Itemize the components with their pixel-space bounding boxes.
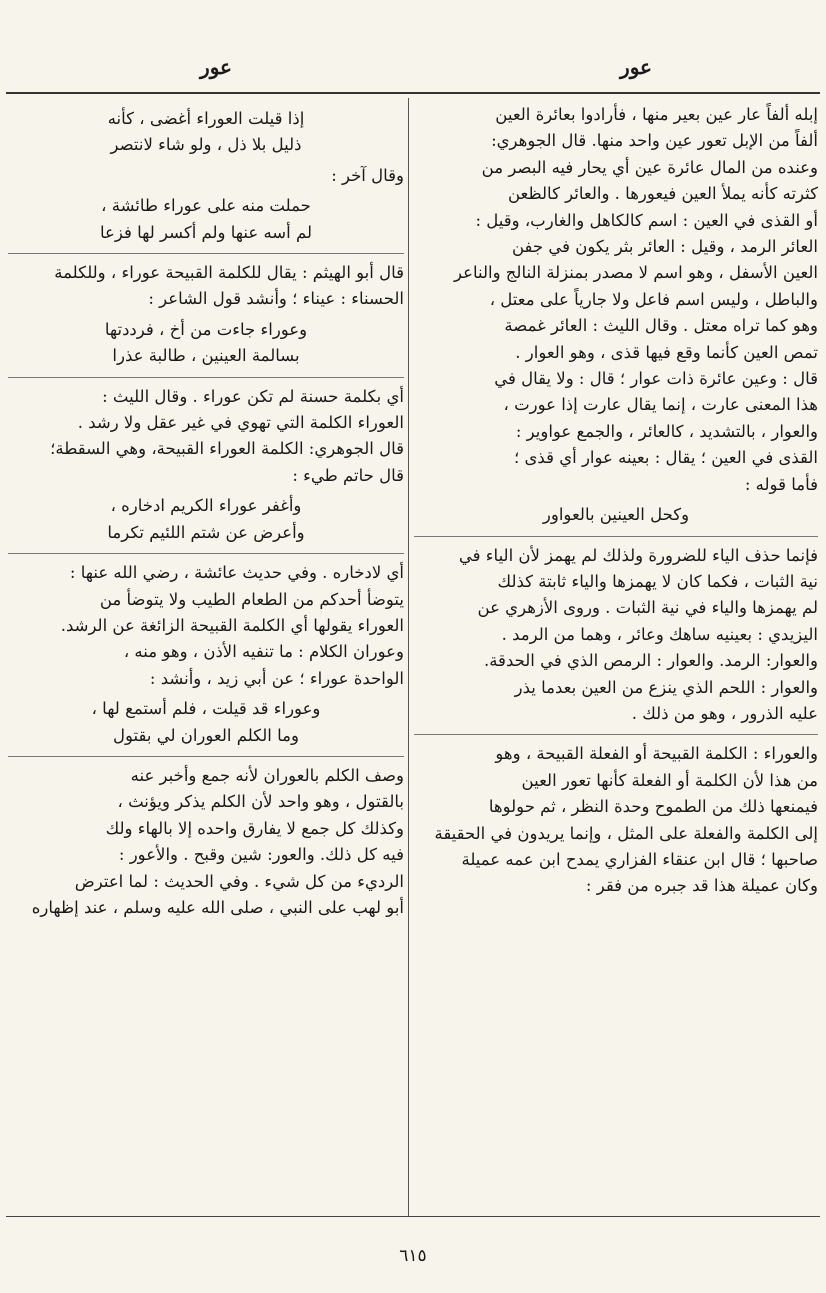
header-rule [6,92,820,94]
text-line: والعوار ، بالتشديد ، كالعائر ، والجمع عواوير : [515,421,818,441]
text-line: ألفاً من الإبل تعور عين واحد منها. قال الجوهري: [491,131,818,151]
verse-line: حملت منه على عوراء طائشة ، [101,196,311,216]
text-line: العوراء الكلمة التي تهوي في غير عقل ولا رشد . [77,413,404,433]
verse-block [8,493,404,546]
verse-line: إذا قيلت العوراء أغضى ، كأنه [107,109,305,128]
text-line: اليزيدي : بعينيه ساهك وعائر ، وهما من الرمد . [501,624,818,644]
text-line: والعوار : اللحم الذي ينزع من العين بعدما يذر [514,677,818,697]
verse-block [8,106,404,159]
text-line: إلى الكلمة والفعلة على المثل ، وإنما يريدون في الحقيقة [434,823,818,843]
verse-block [8,317,404,370]
text-line: قال الجوهري: الكلمة العوراء القبيحة، وهي السقطة؛ [50,439,404,459]
text-line: عليه الذرور ، وهو من ذلك . [631,703,818,723]
verse-block [414,502,818,528]
verse-line: وأغفر عوراء الكريم ادخاره ، [110,496,302,516]
text-line: أو القذى في العين : اسم كالكاهل والغارب، وقيل : [475,210,818,230]
text-line: قال أبو الهيثم : يقال للكلمة القبيحة عوراء ، وللكلمة [54,263,404,283]
text-line: أي بكلمة حسنة لم تكن عوراء . وقال الليث : [102,386,404,406]
section-divider [414,536,818,537]
text-line: العائر الرمد ، وقيل : العائر بثر يكون في جفن [512,237,818,257]
left-column [8,102,404,921]
text-line: والباطل ، وليس اسم فاعل ولا جارياً على معتل ، [489,289,818,309]
verse-line: وعوراء جاءت من أخ ، فرددتها [104,319,308,339]
header-left-word: عور [200,55,232,79]
text-line: الحسناء : عيناء ؛ وأنشد قول الشاعر : [148,289,404,309]
verse-line: وعوراء قد قيلت ، فلم أستمع لها ، [91,699,321,719]
verse-line: وما الكلم العوران لي بقتول [113,725,299,745]
text-line: قال : وعين عائرة ذات عوار ؛ قال : ولا يقال في [494,369,818,389]
text-line: والعوراء : الكلمة القبيحة أو الفعلة القبيحة ، وهو [495,744,818,764]
text-line: الرديء من كل شيء . وفي الحديث : لما اعترض [74,871,404,891]
right-column [414,102,818,900]
footer-rule [6,1216,820,1217]
header-right-word: عور [620,55,652,79]
verse-line: وأعرض عن شتم اللئيم تكرما [107,522,305,542]
text-line: هذا المعنى عارت ، إنما يقال عارت إذا عورت ، [503,395,818,415]
text-line: تمص العين كأنما وقع فيها قذى ، وهو العوار . [515,342,818,362]
text-line: وعوران الكلام : ما تنفيه الأذن ، وهو منه ، [123,642,404,662]
text-line: أبو لهب على النبي ، صلى الله عليه وسلم ، عند إظهاره [31,897,404,917]
text-line: الواحدة عوراء ؛ عن أبي زيد ، وأنشد : [149,668,404,688]
text-line: من هذا لأن الكلمة أو الفعلة كأنها تعور العين [521,770,818,790]
text-line: نية الثبات ، فكما كان لا يهمزها والياء ثابتة كذلك [497,571,818,591]
text-line: وهو كما تراه معتل . وقال الليث : العائر غمصة [504,316,818,336]
text-line: فيه كل ذلك. والعور: شين وقبح . والأعور : [118,845,404,865]
text-line: والعوار: الرمد. والعوار : الرمص الذي في الحدقة. [483,651,818,671]
text-line: وصف الكلم بالعوران لأنه جمع وأخبر عنه [130,765,404,785]
text-line: القذى في العين ؛ يقال : بعينه عوار أي قذى ؛ [514,448,818,468]
section-divider [414,734,818,735]
text-line: وقال آخر : [331,165,404,185]
verse-line: وكحل العينين بالعواور [542,505,690,525]
text-line: أي لادخاره . وفي حديث عائشة ، رضي الله عنها : [69,563,404,583]
text-line: وكذلك كل جمع لا يفارق واحده إلا بالهاء ولك [105,818,404,838]
column-divider [408,98,409,1216]
text-line: العوراء يقولها أي الكلمة القبيحة الزائغة عن الرشد. [60,615,404,635]
verse-line: ذليل بلا ذل ، ولو شاء لانتصر [110,135,302,155]
text-line: فأما قوله : [744,474,818,494]
text-line: كثرته كأنه يملأ العين فيعورها . والعائر كالظعن [507,184,818,204]
text-line: وكان عميلة هذا قد جبره من فقر : [585,876,818,896]
page-number: ٦١٥ [399,1246,427,1266]
text-line: لم يهمزها والياء في نية الثبات . وروى الأزهري عن [477,598,818,618]
text-line: بالقتول ، وهو واحد لأن الكلم يذكر ويؤنث ، [117,792,404,812]
text-line: فيمنعها ذلك من الطموح وحدة النظر ، ثم حولوها [488,797,818,817]
section-divider [8,377,404,378]
text-line: يتوضأ أحدكم من الطعام الطيب ولا يتوضأ من [99,589,404,609]
text-line: صاحبها ؛ قال ابن عنقاء الفزاري يمدح ابن عمه عميلة [461,849,818,869]
text-line: قال حاتم طيء : [292,465,404,485]
text-line: فإنما حذف الياء للضرورة ولذلك لم يهمز لأن الياء في [458,545,818,565]
text-line: إبله ألفاً عار عين بعير منها ، فأرادوا بعائرة العين [495,105,818,124]
verse-line: لم أسه عنها ولم أكسر لها فزعا [100,222,312,242]
text-line: العين الأسفل ، وهو اسم لا مصدر بمنزلة النالج والناعر [454,263,818,283]
verse-block [8,193,404,246]
section-divider [8,553,404,554]
section-divider [8,253,404,254]
text-line: وعنده من المال عائرة عين أي يحار فيه البصر من [481,157,818,177]
section-divider [8,756,404,757]
verse-block [8,696,404,749]
verse-line: بسالمة العينين ، طالبة عذرا [112,346,300,366]
